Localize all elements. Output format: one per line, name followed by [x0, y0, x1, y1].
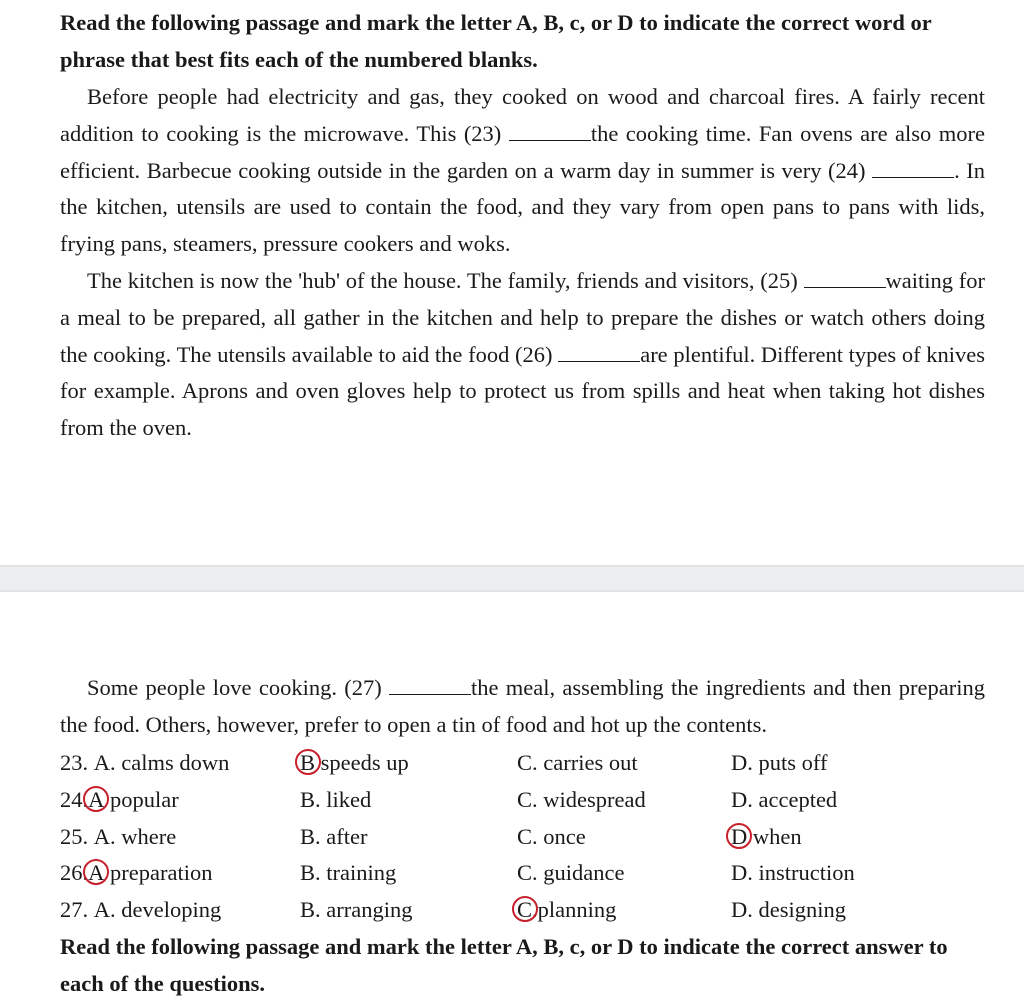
option-text: guidance — [543, 860, 625, 886]
option-text: after — [326, 823, 368, 849]
question-row-23 — [60, 745, 985, 782]
option-26-b — [300, 855, 396, 892]
question-number: 27. — [60, 897, 89, 923]
option-letter-circled: D — [731, 819, 747, 856]
option-letter: A. — [93, 897, 116, 923]
option-23-d — [731, 745, 827, 782]
option-27-b — [300, 892, 412, 929]
option-text: popular — [110, 786, 179, 812]
option-text: preparation — [110, 860, 213, 886]
passage-text: The kitchen is now the 'hub' of the house. The family, friends and visitors, (25) — [87, 268, 798, 293]
option-26-d — [731, 855, 855, 892]
option-text: designing — [758, 897, 846, 923]
option-23-b — [300, 745, 409, 782]
option-text: where — [121, 823, 177, 849]
option-letter: D. — [731, 750, 753, 775]
option-letter: C. — [517, 750, 538, 775]
option-letter: B. — [300, 897, 321, 923]
option-text: arranging — [326, 897, 413, 923]
option-text: planning — [537, 897, 617, 923]
option-25-d — [731, 819, 802, 856]
passage-text: the meal, assembling the ingredients and then preparing the food. Others, however, prefer to open a tin of food and hot up the contents. — [60, 675, 986, 737]
passage-text: are plentiful. Different types of knives for example. Aprons and oven gloves help to protect us from spills and heat when taking hot dishes from the oven. — [60, 341, 985, 441]
option-letter: C. — [517, 860, 538, 886]
blank-27 — [389, 676, 471, 695]
question-row-25 — [60, 819, 985, 856]
option-23-c — [517, 745, 638, 782]
passage-paragraph-2 — [60, 263, 985, 447]
option-24-b — [300, 782, 371, 819]
option-letter: D. — [731, 897, 753, 923]
option-25-b — [300, 819, 367, 856]
option-27-a — [60, 892, 221, 929]
blank-26 — [558, 343, 640, 362]
option-text: instruction — [758, 860, 855, 886]
option-27-d — [731, 892, 846, 929]
option-text: developing — [121, 897, 222, 923]
option-text: speeds up — [320, 750, 409, 775]
passage-text: waiting for a meal to be prepared, all gather in the kitchen and help to prepare the dishes or watch others doing the cooking. The utensils available to aid the food (26) — [60, 268, 986, 367]
question-row-27 — [60, 892, 985, 929]
question-number: 23. — [60, 750, 89, 775]
option-text: accepted — [758, 786, 838, 812]
option-text: liked — [326, 786, 372, 812]
answer-options — [60, 745, 985, 929]
option-letter-circled: C. — [517, 892, 538, 929]
option-26-a — [60, 855, 212, 892]
blank-24 — [872, 159, 954, 178]
page-separator — [0, 565, 1024, 592]
option-26-c — [517, 855, 624, 892]
option-letter-circled: A — [88, 782, 104, 819]
instruction-heading: Read the following passage and mark the letter A, B, c, or D to indicate the correct word or phrase that best fits each of the numbered blanks. — [60, 10, 932, 72]
option-letter: A. — [93, 823, 116, 849]
passage-text: Some people love cooking. (27) — [87, 675, 382, 700]
option-letter: C. — [517, 823, 538, 849]
question-number: 24. — [60, 786, 89, 812]
option-24-c — [517, 782, 646, 819]
passage-text: the cooking time. Fan ovens are also more efficient. Barbecue cooking outside in the garden on a warm day in summer is very (24) — [60, 120, 986, 183]
option-text: puts off — [758, 750, 828, 775]
option-text: once — [543, 823, 586, 849]
option-letter: B. — [300, 823, 321, 849]
passage-paragraph-3 — [60, 670, 985, 744]
option-25-a — [60, 819, 176, 856]
option-27-c — [517, 892, 616, 929]
option-letter-circled: B — [300, 745, 315, 782]
question-number: 26. — [60, 860, 89, 886]
option-letter: D. — [731, 786, 753, 812]
option-letter: C. — [517, 786, 538, 812]
option-text: carries out — [543, 750, 638, 775]
option-text: when — [752, 823, 802, 849]
option-letter: B. — [300, 860, 321, 886]
option-text: training — [326, 860, 397, 886]
option-letter: D. — [731, 860, 753, 886]
question-row-24 — [60, 782, 985, 819]
option-text: widespread — [543, 786, 646, 812]
option-24-a — [60, 782, 179, 819]
passage-text: Before people had electricity and gas, they cooked on wood and charcoal fires. A fairly recent addition to cooking is the microwave. This (23) — [60, 84, 985, 146]
option-25-c — [517, 819, 586, 856]
blank-23 — [509, 122, 591, 141]
option-letter-circled: A — [88, 855, 104, 892]
question-number: 25. — [60, 823, 89, 849]
question-row-26 — [60, 855, 985, 892]
blank-25 — [804, 269, 886, 288]
option-letter: B. — [300, 786, 321, 812]
option-text: calms down — [121, 750, 230, 775]
next-instruction-heading: Read the following passage and mark the letter A, B, c, or D to indicate the correct answer to each of the questions. — [60, 934, 948, 996]
option-letter: A. — [93, 750, 116, 775]
passage-text: . In the kitchen, utensils are used to contain the food, and they vary from open pans to pans with lids, frying pans, steamers, pressure cookers and woks. — [60, 157, 986, 257]
option-24-d — [731, 782, 837, 819]
option-23-a — [60, 745, 229, 782]
passage-paragraph-1 — [60, 79, 985, 263]
